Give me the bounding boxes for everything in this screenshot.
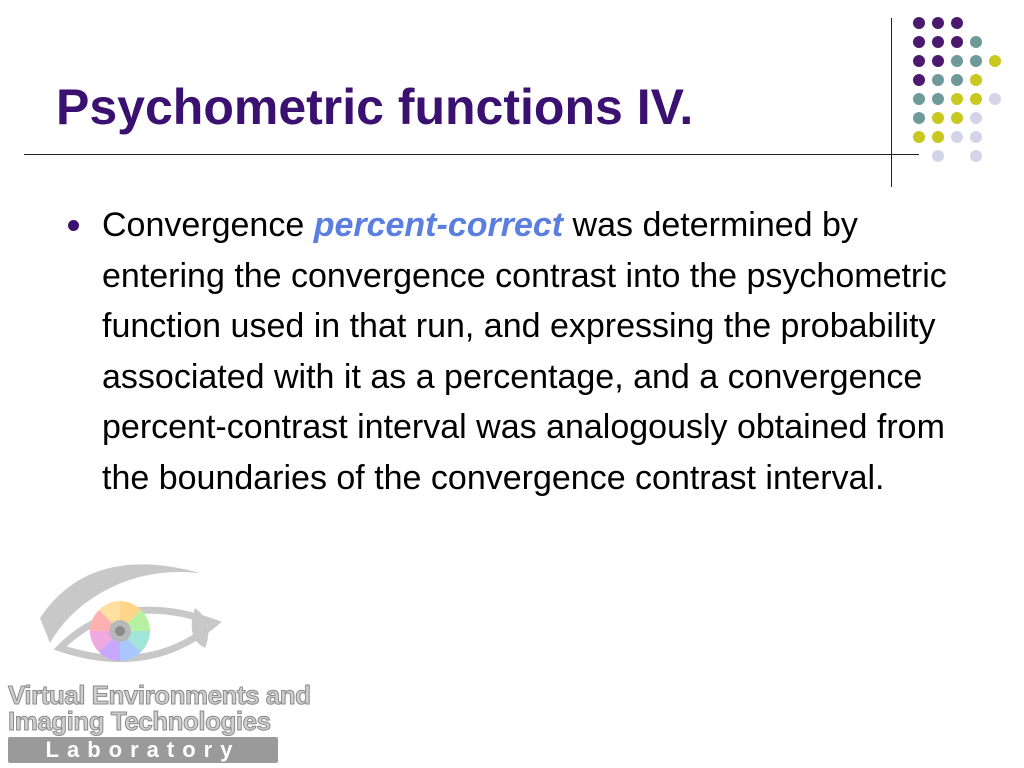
bullet-text-pre: Convergence [102, 206, 314, 244]
dot [951, 74, 963, 86]
dot [932, 131, 944, 143]
dot [932, 36, 944, 48]
bullet-dot-icon [68, 220, 79, 231]
dot [970, 55, 982, 67]
dot [951, 36, 963, 48]
logo-line-3: Laboratory [45, 737, 241, 762]
dot [932, 17, 944, 29]
dot [951, 93, 963, 105]
logo-laboratory-banner [8, 737, 278, 763]
bullet-item [60, 200, 960, 503]
dot [913, 131, 925, 143]
dot [951, 131, 963, 143]
dot [913, 17, 925, 29]
logo-line-1: Virtual Environments and [8, 680, 311, 710]
dot [913, 36, 925, 48]
bullet-text-post: was determined by entering the convergence contrast into the psychometric function used in that run, and expressing the probability associated with it as a percentage, and a convergence percent-contrast interval was analogously obtained from the boundaries of the convergence contrast interval. [102, 206, 947, 497]
dot [970, 93, 982, 105]
dot [970, 74, 982, 86]
slide-title: Psychometric functions IV. [56, 79, 694, 135]
eye-logo-icon [0, 548, 300, 678]
dot [970, 150, 982, 162]
dot [951, 112, 963, 124]
dot [970, 112, 982, 124]
vertical-divider [891, 18, 892, 187]
logo-line-2: Imaging Technologies [8, 706, 271, 736]
dot [913, 74, 925, 86]
dot [913, 112, 925, 124]
dot [989, 93, 1001, 105]
dot [951, 17, 963, 29]
dot [951, 55, 963, 67]
dot [932, 150, 944, 162]
dot [932, 55, 944, 67]
lab-logo [0, 548, 311, 768]
dot [932, 112, 944, 124]
dot [989, 55, 1001, 67]
dot [913, 93, 925, 105]
bullet-list [60, 200, 960, 503]
dot [970, 131, 982, 143]
bullet-emphasis: percent-correct [313, 206, 564, 244]
title-underline [24, 154, 919, 155]
dot [932, 74, 944, 86]
dot [913, 55, 925, 67]
dot [970, 36, 982, 48]
dot [932, 93, 944, 105]
